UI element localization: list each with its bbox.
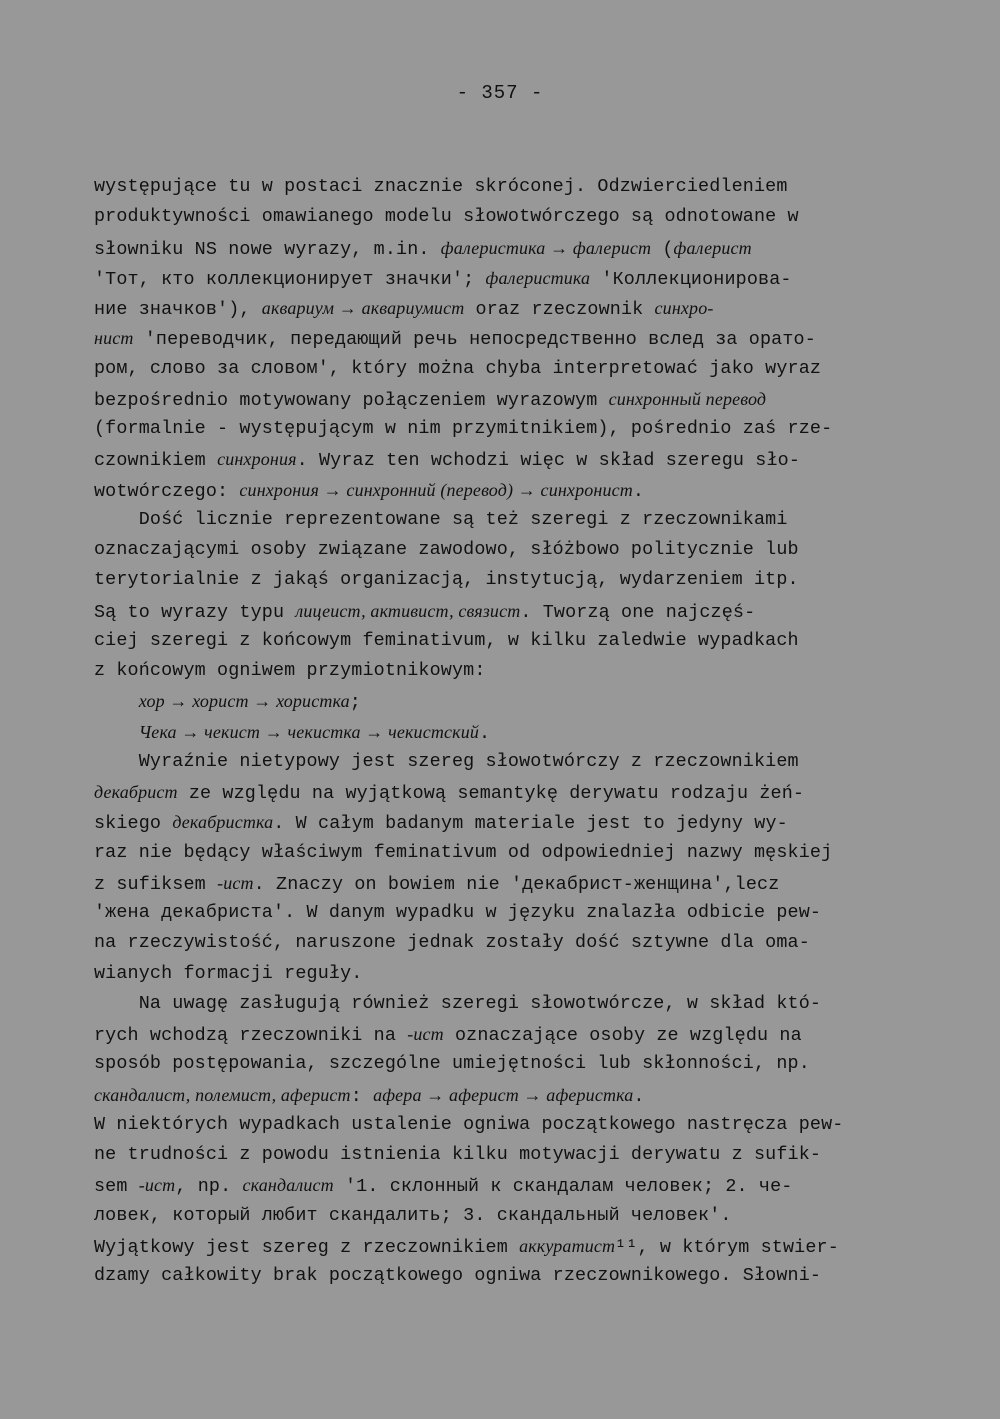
text-line [94,656,924,686]
italic-text: декабристка [172,812,274,833]
text-line [94,233,924,263]
text-segment: sem [94,1176,139,1198]
text-line [94,414,924,444]
text-segment: . [479,722,491,744]
italic-text: фалеристика → фалерист [440,237,652,258]
text-line [94,717,924,747]
text-segment: : [350,1085,374,1107]
text-line [94,1170,924,1200]
text-segment: z końcowym ogniwem przymiotnikowym: [94,660,486,681]
text-line [94,384,924,414]
text-line [94,1201,924,1231]
text-line [94,1110,924,1140]
italic-text: скандалист [242,1175,334,1196]
italic-text: синхрония [217,449,297,470]
text-segment: (formalnie - występującym w nim przymitnikiem), pośrednio zaś rze- [94,418,833,439]
text-segment: wotwórczego: [94,480,240,502]
text-line [94,1261,924,1291]
text-line [94,807,924,837]
text-line [94,596,924,626]
text-line [94,263,924,293]
text-segment: Są to wyrazy typu [94,601,296,623]
text-segment: ром, слово за словом', który można chyba interpretować jako wyraz [94,357,822,379]
text-line [94,293,924,323]
italic-text: -ист [407,1024,444,1044]
text-line [94,898,924,928]
italic-text: аквариум → аквариумист [261,298,465,318]
text-line [94,202,924,232]
text-line [94,172,924,202]
text-segment: sposób postępowania, szczególne umiejętności lub skłonności, np. [94,1053,810,1075]
text-line [94,686,924,716]
text-line [94,1019,924,1049]
text-segment: oraz rzeczownik [464,299,655,320]
text-segment: ze względu na wyjątkową semantykę derywatu rodzaju żeń- [177,783,805,804]
text-segment: . Tworzą one najczęś- [520,601,756,623]
text-segment: wianych formacji reguły. [94,962,363,984]
text-line [94,444,924,474]
text-segment: . W całym badanym materiale jest to jedyny wy- [273,813,788,835]
italic-text: нист [94,328,134,349]
text-segment: ne trudności z powodu istnienia kilku motywacji derywatu z sufik- [94,1144,822,1165]
italic-text: синхронный перевод [608,388,767,409]
text-segment: raz nie będący właściwym feminativum od odpowiedniej nazwy męskiej [94,841,833,863]
text-line [94,505,924,535]
text-segment: . [633,1085,645,1107]
text-segment: ; [349,692,361,714]
text-segment: 'Коллекционирова- [590,268,792,290]
text-line [94,475,924,505]
text-segment: rych wchodzą rzeczowniki na [94,1025,408,1046]
italic-text: декабрист [94,782,178,802]
text-segment: . Znaczy on bowiem nie 'декабрист-женщина',lecz [253,873,780,895]
text-segment: W niektórych wypadkach ustalenie ogniwa początkowego nastręcza pew- [94,1113,844,1135]
text-line [94,989,924,1019]
text-segment: bezpośrednio motywowany połączeniem wyrazowym [94,389,609,411]
italic-text: скандалист, полемист, аферист [94,1084,351,1105]
italic-text: афера → аферист → аферистка [373,1084,634,1105]
italic-text: синхрония → синхронний (перевод) → синхронист [239,479,633,500]
text-segment: Dość licznie reprezentowane są też szeregi z rzeczownikami [94,508,788,530]
italic-text: фалеристика [485,267,591,288]
text-segment: ловек, который любит скандалить; 3. скандальный человек'. [94,1204,732,1226]
text-line [94,535,924,565]
text-line [94,1049,924,1079]
text-segment: słowniku NS nowe wyrazy, m.in. [94,238,441,260]
text-line [94,868,924,898]
text-segment: występujące tu w postaci znacznie skróconej. Odzwierciedleniem [94,176,788,197]
text-segment: produktywności omawianego modelu słowotwórczego są odnotowane w [94,206,799,228]
text-segment: 'жена декабриста'. W danym wypadku w języku znalazła odbicie pew- [94,902,822,923]
text-segment: oznaczającymi osoby związane zawodowo, słóżbowo politycznie lub [94,539,799,560]
text-segment: na rzeczywistość, naruszone jednak zostały dość sztywne dla oma- [94,932,810,954]
italic-text: -ист [217,872,254,893]
text-line [94,1140,924,1170]
text-line [94,565,924,595]
text-line [94,928,924,958]
page-number: - 357 - [456,82,544,104]
text-line [94,747,924,777]
text-segment: ( [651,238,674,260]
text-segment: '1. склонный к скандалам человек; 2. че- [333,1176,793,1198]
italic-text: аккуратист [519,1235,616,1256]
text-line [94,777,924,807]
text-segment: 'Тот, кто коллекционирует значки'; [94,268,486,290]
italic-text: -ист [138,1175,176,1196]
text-segment: z sufiksem [94,873,218,895]
body-text [94,172,924,1291]
text-segment: ние значков'), [94,299,262,320]
italic-text: лицеист, активист, связист [295,600,521,621]
text-segment: terytorialnie z jakąś organizacją, instytucją, wydarzeniem itp. [94,569,799,591]
text-segment: 'переводчик, передающий речь непосредственно вслед за орато- [133,329,816,351]
text-line [94,1231,924,1261]
text-line [94,626,924,656]
text-segment: Na uwagę zasługują również szeregi słowotwórcze, w skład któ- [94,992,822,1014]
text-segment: oznaczające osoby ze względu na [443,1025,802,1046]
text-line [94,323,924,353]
text-segment: Wyraźnie nietypowy jest szereg słowotwórczy z rzeczownikiem [94,750,799,772]
text-line [94,959,924,989]
text-segment: Wyjątkowy jest szereg z rzeczownikiem [94,1236,520,1258]
text-line [94,838,924,868]
text-line [94,1080,924,1110]
text-segment: , np. [175,1176,243,1198]
text-line [94,354,924,384]
text-segment: . Wyraz ten wchodzi więc w skład szeregu sło- [296,450,801,472]
italic-text: хор → хорист → хористка [138,691,350,712]
text-segment: ¹¹, w którym stwier- [615,1236,839,1258]
italic-text: фалерист [673,237,752,258]
text-segment [94,692,139,713]
text-segment: ciej szeregi z końcowym feminativum, w kilku zaledwie wypadkach [94,629,799,651]
text-segment: . [632,480,645,502]
text-segment [94,723,139,744]
text-segment: skiego [94,813,173,835]
text-segment: dzamy całkowity brak początkowego ogniwa rzeczownikowego. Słowni- [94,1265,822,1286]
italic-text: синхро- [654,298,714,318]
italic-text: Чека → чекист → чекистка → чекистский [138,721,479,742]
text-segment: czownikiem [94,450,218,472]
